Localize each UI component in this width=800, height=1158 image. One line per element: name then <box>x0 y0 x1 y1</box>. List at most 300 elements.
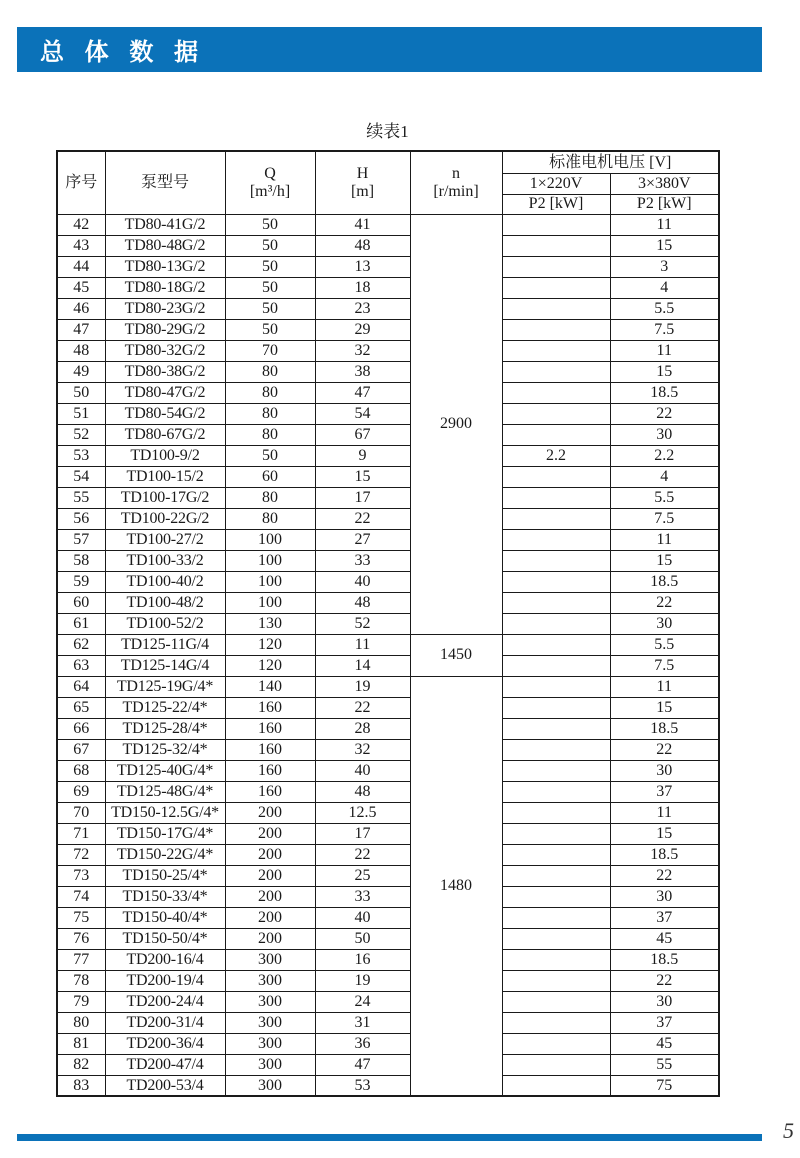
table-row <box>57 361 719 382</box>
cell-serial: 61 <box>57 613 105 634</box>
cell-flow: 300 <box>225 1012 315 1033</box>
cell-p2-220 <box>502 907 610 928</box>
table-row <box>57 550 719 571</box>
cell-flow: 200 <box>225 907 315 928</box>
table-row <box>57 277 719 298</box>
cell-p2-220 <box>502 886 610 907</box>
cell-head: 9 <box>315 445 410 466</box>
cell-p2-220 <box>502 508 610 529</box>
cell-flow: 80 <box>225 487 315 508</box>
table-row <box>57 592 719 613</box>
table-row <box>57 907 719 928</box>
cell-head: 36 <box>315 1033 410 1054</box>
cell-flow: 300 <box>225 1033 315 1054</box>
page-number: 5 <box>783 1118 794 1143</box>
cell-head: 52 <box>315 613 410 634</box>
cell-head: 47 <box>315 382 410 403</box>
table-row <box>57 865 719 886</box>
cell-p2-380: 15 <box>610 361 719 382</box>
cell-head: 28 <box>315 718 410 739</box>
header-flow-symbol: Q <box>264 165 276 183</box>
cell-p2-220 <box>502 214 610 235</box>
cell-head: 22 <box>315 697 410 718</box>
cell-p2-220 <box>502 676 610 697</box>
cell-serial: 62 <box>57 634 105 655</box>
cell-head: 67 <box>315 424 410 445</box>
header-flow-unit: [m³/h] <box>249 182 291 200</box>
table-row <box>57 739 719 760</box>
header-p2-380: P2 [kW] <box>610 194 719 214</box>
cell-p2-220 <box>502 319 610 340</box>
cell-head: 48 <box>315 592 410 613</box>
cell-serial: 75 <box>57 907 105 928</box>
cell-p2-220 <box>502 424 610 445</box>
cell-flow: 300 <box>225 970 315 991</box>
cell-model: TD125-28/4* <box>105 718 225 739</box>
cell-p2-380: 18.5 <box>610 382 719 403</box>
cell-head: 29 <box>315 319 410 340</box>
cell-speed: 1450 <box>410 634 502 676</box>
cell-serial: 50 <box>57 382 105 403</box>
cell-p2-220 <box>502 487 610 508</box>
cell-p2-380: 22 <box>610 970 719 991</box>
cell-head: 54 <box>315 403 410 424</box>
cell-head: 48 <box>315 235 410 256</box>
cell-head: 14 <box>315 655 410 676</box>
cell-model: TD100-27/2 <box>105 529 225 550</box>
cell-p2-380: 55 <box>610 1054 719 1075</box>
cell-serial: 48 <box>57 340 105 361</box>
cell-head: 48 <box>315 781 410 802</box>
cell-flow: 160 <box>225 739 315 760</box>
cell-p2-380: 11 <box>610 676 719 697</box>
cell-model: TD200-47/4 <box>105 1054 225 1075</box>
cell-head: 33 <box>315 886 410 907</box>
cell-head: 12.5 <box>315 802 410 823</box>
cell-flow: 160 <box>225 781 315 802</box>
cell-p2-380: 30 <box>610 424 719 445</box>
cell-p2-380: 7.5 <box>610 508 719 529</box>
cell-flow: 100 <box>225 571 315 592</box>
cell-serial: 44 <box>57 256 105 277</box>
table-row <box>57 781 719 802</box>
cell-head: 25 <box>315 865 410 886</box>
cell-model: TD100-40/2 <box>105 571 225 592</box>
cell-model: TD200-16/4 <box>105 949 225 970</box>
cell-p2-380: 22 <box>610 739 719 760</box>
cell-p2-220 <box>502 865 610 886</box>
cell-p2-220 <box>502 340 610 361</box>
cell-model: TD150-17G/4* <box>105 823 225 844</box>
cell-p2-220 <box>502 655 610 676</box>
cell-model: TD100-9/2 <box>105 445 225 466</box>
table-row <box>57 1033 719 1054</box>
section-banner <box>17 27 762 72</box>
cell-p2-380: 22 <box>610 865 719 886</box>
cell-model: TD80-13G/2 <box>105 256 225 277</box>
header-voltage-220: 1×220V <box>502 173 610 194</box>
header-head-unit: [m] <box>350 182 375 200</box>
cell-p2-220 <box>502 382 610 403</box>
cell-serial: 51 <box>57 403 105 424</box>
cell-head: 40 <box>315 907 410 928</box>
cell-speed: 2900 <box>410 214 502 634</box>
footer-rule <box>17 1134 762 1141</box>
cell-p2-380: 7.5 <box>610 655 719 676</box>
cell-p2-220 <box>502 949 610 970</box>
cell-p2-220 <box>502 802 610 823</box>
cell-flow: 200 <box>225 928 315 949</box>
cell-model: TD200-53/4 <box>105 1075 225 1096</box>
table-row <box>57 466 719 487</box>
cell-flow: 80 <box>225 424 315 445</box>
cell-serial: 68 <box>57 760 105 781</box>
header-speed <box>410 151 502 214</box>
cell-p2-220 <box>502 298 610 319</box>
cell-head: 19 <box>315 970 410 991</box>
cell-flow: 200 <box>225 844 315 865</box>
cell-flow: 100 <box>225 592 315 613</box>
cell-flow: 200 <box>225 802 315 823</box>
cell-model: TD80-38G/2 <box>105 361 225 382</box>
cell-p2-380: 5.5 <box>610 487 719 508</box>
cell-p2-220 <box>502 592 610 613</box>
cell-head: 17 <box>315 823 410 844</box>
table-row <box>57 424 719 445</box>
cell-flow: 300 <box>225 1075 315 1096</box>
cell-head: 50 <box>315 928 410 949</box>
cell-p2-380: 30 <box>610 760 719 781</box>
cell-head: 11 <box>315 634 410 655</box>
cell-flow: 100 <box>225 529 315 550</box>
cell-p2-380: 37 <box>610 907 719 928</box>
cell-model: TD150-40/4* <box>105 907 225 928</box>
cell-serial: 73 <box>57 865 105 886</box>
cell-flow: 300 <box>225 1054 315 1075</box>
cell-serial: 82 <box>57 1054 105 1075</box>
table-row <box>57 676 719 697</box>
cell-serial: 71 <box>57 823 105 844</box>
cell-head: 17 <box>315 487 410 508</box>
cell-head: 32 <box>315 739 410 760</box>
cell-serial: 60 <box>57 592 105 613</box>
cell-model: TD125-14G/4 <box>105 655 225 676</box>
cell-head: 27 <box>315 529 410 550</box>
cell-p2-380: 11 <box>610 214 719 235</box>
cell-p2-220 <box>502 739 610 760</box>
cell-p2-220 <box>502 361 610 382</box>
cell-p2-220 <box>502 844 610 865</box>
cell-p2-380: 7.5 <box>610 319 719 340</box>
cell-p2-220 <box>502 991 610 1012</box>
cell-model: TD150-33/4* <box>105 886 225 907</box>
cell-serial: 43 <box>57 235 105 256</box>
cell-serial: 69 <box>57 781 105 802</box>
cell-model: TD200-31/4 <box>105 1012 225 1033</box>
table-row <box>57 613 719 634</box>
cell-p2-220 <box>502 1075 610 1096</box>
cell-p2-220 <box>502 1012 610 1033</box>
table-row <box>57 718 719 739</box>
table-caption: 续表1 <box>366 122 409 141</box>
table-row <box>57 340 719 361</box>
cell-serial: 57 <box>57 529 105 550</box>
cell-p2-380: 30 <box>610 886 719 907</box>
cell-serial: 67 <box>57 739 105 760</box>
cell-model: TD150-25/4* <box>105 865 225 886</box>
cell-head: 31 <box>315 1012 410 1033</box>
cell-model: TD200-36/4 <box>105 1033 225 1054</box>
pump-data-table <box>56 150 720 1097</box>
cell-flow: 80 <box>225 508 315 529</box>
cell-model: TD125-32/4* <box>105 739 225 760</box>
cell-serial: 74 <box>57 886 105 907</box>
cell-serial: 65 <box>57 697 105 718</box>
header-speed-unit: [r/min] <box>433 182 479 200</box>
table-row <box>57 949 719 970</box>
cell-p2-380: 18.5 <box>610 949 719 970</box>
cell-serial: 58 <box>57 550 105 571</box>
cell-head: 47 <box>315 1054 410 1075</box>
cell-flow: 50 <box>225 298 315 319</box>
cell-flow: 120 <box>225 655 315 676</box>
cell-serial: 59 <box>57 571 105 592</box>
cell-p2-220 <box>502 571 610 592</box>
table-row <box>57 970 719 991</box>
table-row <box>57 802 719 823</box>
cell-flow: 200 <box>225 886 315 907</box>
table-row <box>57 844 719 865</box>
cell-model: TD100-33/2 <box>105 550 225 571</box>
cell-flow: 200 <box>225 823 315 844</box>
cell-flow: 160 <box>225 760 315 781</box>
cell-serial: 79 <box>57 991 105 1012</box>
cell-p2-220 <box>502 256 610 277</box>
cell-p2-380: 4 <box>610 466 719 487</box>
header-p2-220: P2 [kW] <box>502 194 610 214</box>
cell-head: 22 <box>315 508 410 529</box>
cell-p2-380: 15 <box>610 823 719 844</box>
cell-flow: 50 <box>225 235 315 256</box>
cell-model: TD100-48/2 <box>105 592 225 613</box>
cell-p2-380: 2.2 <box>610 445 719 466</box>
table-row <box>57 256 719 277</box>
cell-flow: 70 <box>225 340 315 361</box>
cell-serial: 78 <box>57 970 105 991</box>
cell-p2-220 <box>502 613 610 634</box>
cell-flow: 50 <box>225 256 315 277</box>
cell-flow: 300 <box>225 949 315 970</box>
cell-p2-380: 11 <box>610 802 719 823</box>
cell-p2-380: 5.5 <box>610 634 719 655</box>
section-title: 总 体 数 据 <box>40 39 206 66</box>
cell-flow: 100 <box>225 550 315 571</box>
cell-model: TD80-32G/2 <box>105 340 225 361</box>
cell-flow: 160 <box>225 697 315 718</box>
cell-p2-380: 18.5 <box>610 571 719 592</box>
cell-head: 32 <box>315 340 410 361</box>
cell-serial: 66 <box>57 718 105 739</box>
cell-flow: 80 <box>225 382 315 403</box>
table-row <box>57 487 719 508</box>
cell-flow: 140 <box>225 676 315 697</box>
cell-flow: 50 <box>225 214 315 235</box>
cell-model: TD150-50/4* <box>105 928 225 949</box>
cell-p2-220 <box>502 403 610 424</box>
cell-model: TD80-47G/2 <box>105 382 225 403</box>
cell-head: 16 <box>315 949 410 970</box>
cell-p2-380: 15 <box>610 550 719 571</box>
table-row <box>57 298 719 319</box>
cell-head: 40 <box>315 571 410 592</box>
cell-model: TD200-19/4 <box>105 970 225 991</box>
table-row <box>57 214 719 235</box>
header-flow <box>225 151 315 214</box>
cell-model: TD100-52/2 <box>105 613 225 634</box>
cell-p2-220 <box>502 760 610 781</box>
cell-flow: 50 <box>225 277 315 298</box>
cell-p2-220 <box>502 634 610 655</box>
cell-p2-380: 37 <box>610 781 719 802</box>
cell-model: TD150-12.5G/4* <box>105 802 225 823</box>
table-row <box>57 445 719 466</box>
cell-model: TD150-22G/4* <box>105 844 225 865</box>
cell-p2-380: 5.5 <box>610 298 719 319</box>
header-voltage-group: 标准电机电压 [V] <box>502 151 719 173</box>
table-row <box>57 886 719 907</box>
cell-serial: 46 <box>57 298 105 319</box>
cell-serial: 49 <box>57 361 105 382</box>
cell-speed: 1480 <box>410 676 502 1096</box>
cell-head: 41 <box>315 214 410 235</box>
cell-flow: 50 <box>225 445 315 466</box>
cell-head: 38 <box>315 361 410 382</box>
cell-p2-380: 18.5 <box>610 718 719 739</box>
cell-model: TD125-48G/4* <box>105 781 225 802</box>
cell-model: TD100-17G/2 <box>105 487 225 508</box>
cell-p2-380: 45 <box>610 1033 719 1054</box>
table-row <box>57 1012 719 1033</box>
cell-flow: 60 <box>225 466 315 487</box>
cell-p2-220 <box>502 550 610 571</box>
cell-serial: 56 <box>57 508 105 529</box>
cell-p2-380: 37 <box>610 1012 719 1033</box>
cell-p2-220 <box>502 823 610 844</box>
cell-serial: 54 <box>57 466 105 487</box>
table-row <box>57 928 719 949</box>
cell-flow: 300 <box>225 991 315 1012</box>
cell-flow: 50 <box>225 319 315 340</box>
table-row <box>57 991 719 1012</box>
cell-p2-220 <box>502 235 610 256</box>
table-row <box>57 697 719 718</box>
table-body <box>57 214 719 1096</box>
cell-p2-380: 11 <box>610 529 719 550</box>
cell-p2-380: 15 <box>610 235 719 256</box>
cell-p2-220 <box>502 970 610 991</box>
table-row <box>57 403 719 424</box>
cell-p2-380: 45 <box>610 928 719 949</box>
header-voltage-380: 3×380V <box>610 173 719 194</box>
cell-p2-220 <box>502 529 610 550</box>
cell-head: 33 <box>315 550 410 571</box>
cell-model: TD200-24/4 <box>105 991 225 1012</box>
cell-flow: 120 <box>225 634 315 655</box>
cell-flow: 160 <box>225 718 315 739</box>
cell-model: TD125-11G/4 <box>105 634 225 655</box>
cell-p2-220 <box>502 277 610 298</box>
table-row <box>57 235 719 256</box>
cell-head: 40 <box>315 760 410 781</box>
cell-flow: 200 <box>225 865 315 886</box>
table-row <box>57 571 719 592</box>
cell-model: TD80-54G/2 <box>105 403 225 424</box>
cell-p2-380: 3 <box>610 256 719 277</box>
cell-p2-380: 22 <box>610 403 719 424</box>
table-row <box>57 319 719 340</box>
table-row <box>57 1075 719 1096</box>
cell-model: TD80-23G/2 <box>105 298 225 319</box>
cell-head: 19 <box>315 676 410 697</box>
header-head <box>315 151 410 214</box>
cell-serial: 52 <box>57 424 105 445</box>
table-row <box>57 1054 719 1075</box>
cell-model: TD80-67G/2 <box>105 424 225 445</box>
cell-p2-380: 75 <box>610 1075 719 1096</box>
cell-p2-220 <box>502 697 610 718</box>
cell-serial: 72 <box>57 844 105 865</box>
cell-p2-380: 11 <box>610 340 719 361</box>
header-serial: 序号 <box>57 151 105 214</box>
cell-model: TD125-22/4* <box>105 697 225 718</box>
cell-head: 13 <box>315 256 410 277</box>
cell-p2-380: 30 <box>610 613 719 634</box>
cell-model: TD125-19G/4* <box>105 676 225 697</box>
header-speed-symbol: n <box>452 165 460 183</box>
cell-serial: 76 <box>57 928 105 949</box>
cell-serial: 64 <box>57 676 105 697</box>
cell-p2-380: 30 <box>610 991 719 1012</box>
cell-p2-220 <box>502 718 610 739</box>
cell-head: 18 <box>315 277 410 298</box>
cell-p2-380: 18.5 <box>610 844 719 865</box>
cell-model: TD80-18G/2 <box>105 277 225 298</box>
header-model: 泵型号 <box>105 151 225 214</box>
cell-serial: 53 <box>57 445 105 466</box>
cell-model: TD80-48G/2 <box>105 235 225 256</box>
cell-serial: 81 <box>57 1033 105 1054</box>
cell-head: 15 <box>315 466 410 487</box>
cell-p2-380: 22 <box>610 592 719 613</box>
cell-serial: 83 <box>57 1075 105 1096</box>
cell-head: 24 <box>315 991 410 1012</box>
cell-serial: 55 <box>57 487 105 508</box>
cell-p2-220 <box>502 781 610 802</box>
cell-serial: 70 <box>57 802 105 823</box>
cell-head: 23 <box>315 298 410 319</box>
cell-model: TD80-29G/2 <box>105 319 225 340</box>
cell-model: TD80-41G/2 <box>105 214 225 235</box>
table-row <box>57 382 719 403</box>
cell-serial: 45 <box>57 277 105 298</box>
cell-serial: 47 <box>57 319 105 340</box>
cell-flow: 130 <box>225 613 315 634</box>
table-row <box>57 655 719 676</box>
cell-serial: 77 <box>57 949 105 970</box>
cell-model: TD100-22G/2 <box>105 508 225 529</box>
cell-p2-220: 2.2 <box>502 445 610 466</box>
cell-p2-220 <box>502 466 610 487</box>
